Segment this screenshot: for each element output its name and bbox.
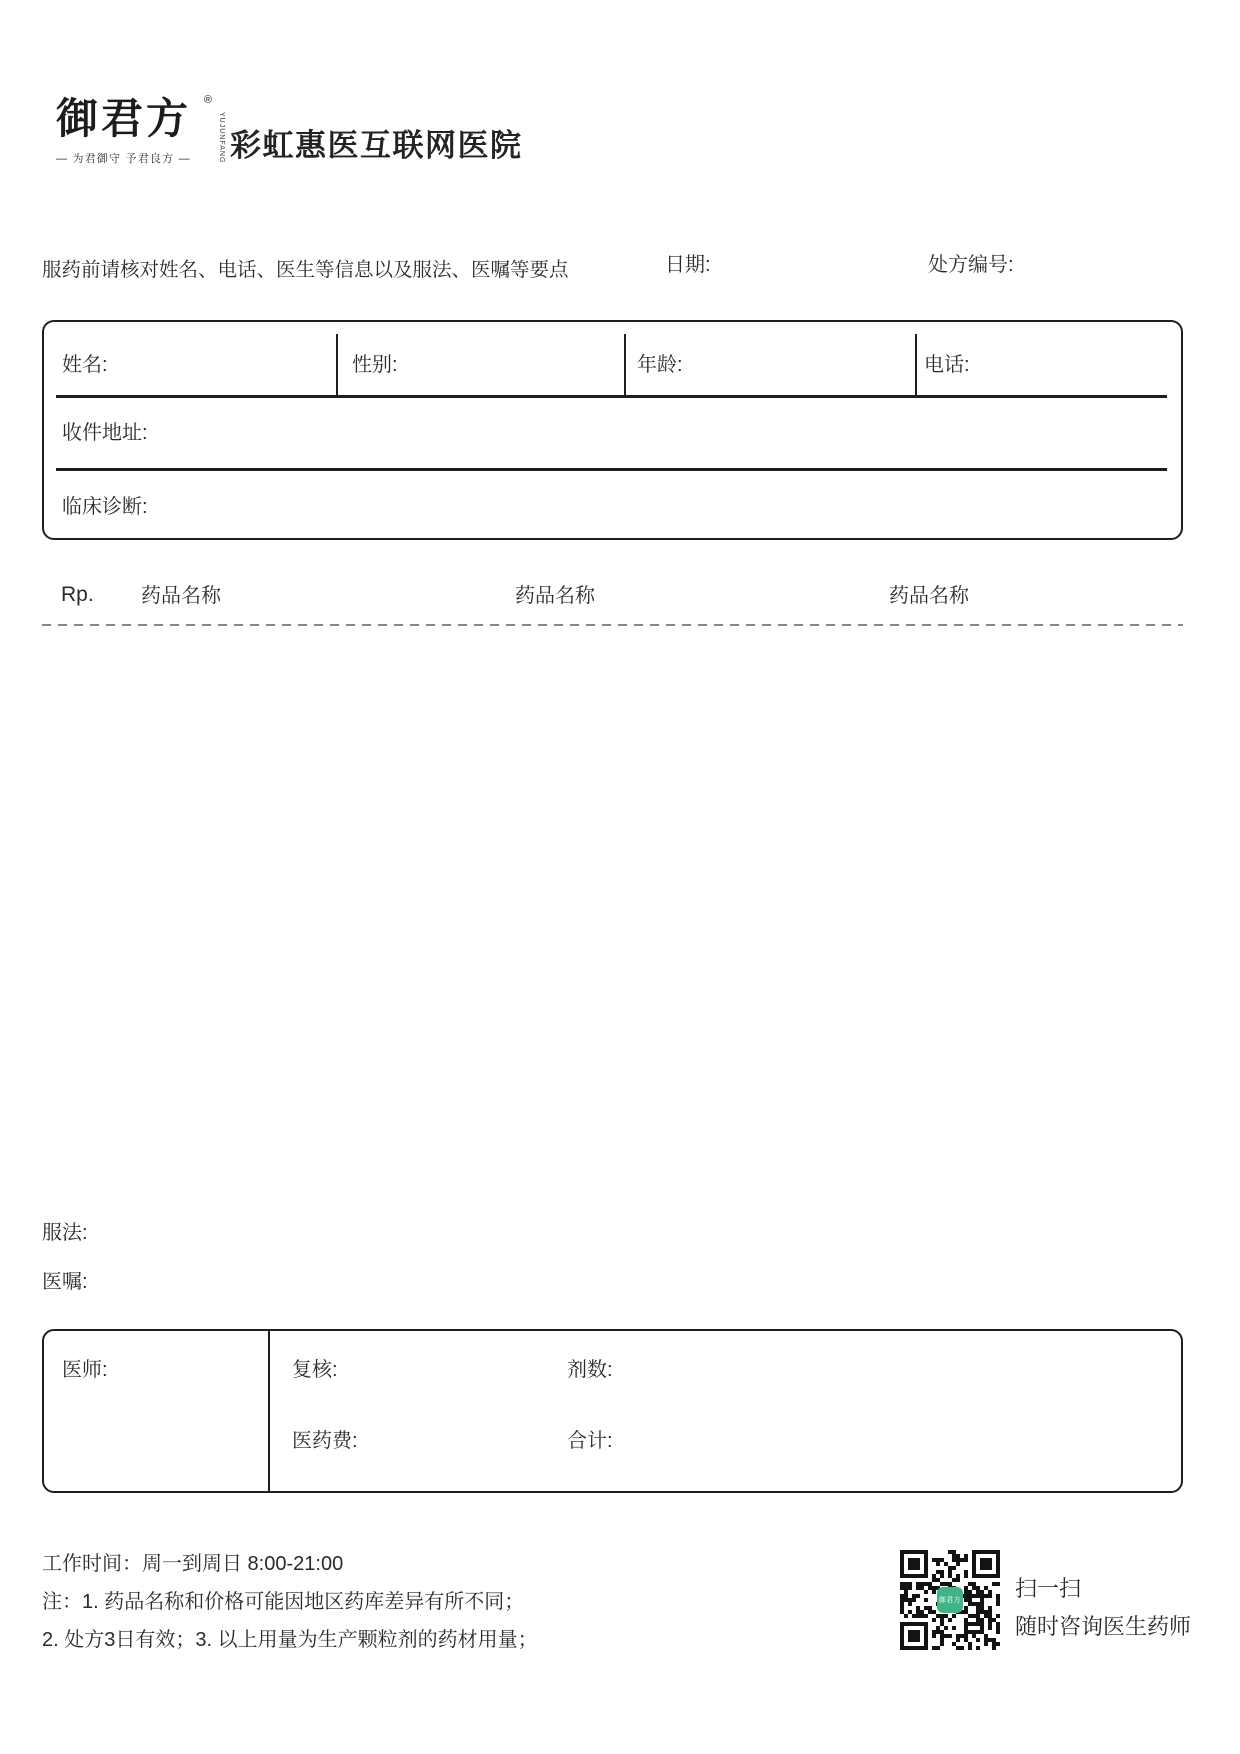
drug-name-column-header: 药品名称 [889,585,969,607]
patient-phone-label: 电话: [924,354,970,376]
medicine-fee-label: 医药费: [292,1430,358,1452]
note-line-2: 2. 处方3日有效；3. 以上用量为生产颗粒剂的药材用量； [42,1629,538,1651]
doctor-advice-label: 医嘱: [42,1271,88,1293]
hospital-title: 彩虹惠医互联网医院 [230,128,523,163]
review-label: 复核: [292,1359,338,1381]
column-divider [624,334,626,395]
qr-code [900,1550,1000,1650]
rp-label: Rp. [61,583,94,606]
clinical-diagnosis-label: 临床诊断: [62,496,148,518]
brand-logo-text: 御君方 [56,94,192,143]
shipping-address-label: 收件地址: [62,422,148,444]
verification-notice: 服药前请核对姓名、电话、医生等信息以及服法、医嘱等要点 [42,259,569,281]
signature-box [42,1329,1183,1493]
row-divider [56,395,1167,398]
brand-logo [56,94,225,165]
usage-label: 服法: [42,1222,88,1244]
registered-trademark-icon: ® [203,94,212,106]
doctor-label: 医师: [62,1359,108,1381]
scan-qr-subtitle: 随时咨询医生药师 [1015,1614,1192,1639]
column-divider [915,334,917,395]
total-label: 合计: [567,1430,613,1452]
scan-qr-title: 扫一扫 [1015,1576,1082,1601]
note-line-1: 注：1. 药品名称和价格可能因地区药库差异有所不同； [42,1591,525,1613]
patient-info-box [42,320,1183,540]
column-divider [336,334,338,395]
column-divider [268,1331,270,1491]
brand-tagline: — 为君御守 予君良方 — [56,153,191,165]
dashed-separator [42,624,1183,626]
patient-name-label: 姓名: [62,354,108,376]
row-divider [56,468,1167,471]
date-label: 日期: [665,254,711,276]
prescription-number-label: 处方编号: [928,254,1014,276]
patient-gender-label: 性别: [352,354,398,376]
drug-name-column-header: 药品名称 [515,585,595,607]
qr-center-badge: 御君方 [937,1587,963,1613]
brand-logo-romanized: YUJUNFANG [218,112,225,164]
patient-age-label: 年龄: [637,354,683,376]
dose-count-label: 剂数: [567,1359,613,1381]
drug-name-column-header: 药品名称 [141,585,221,607]
working-hours: 工作时间：周一到周日 8:00-21:00 [42,1553,344,1575]
